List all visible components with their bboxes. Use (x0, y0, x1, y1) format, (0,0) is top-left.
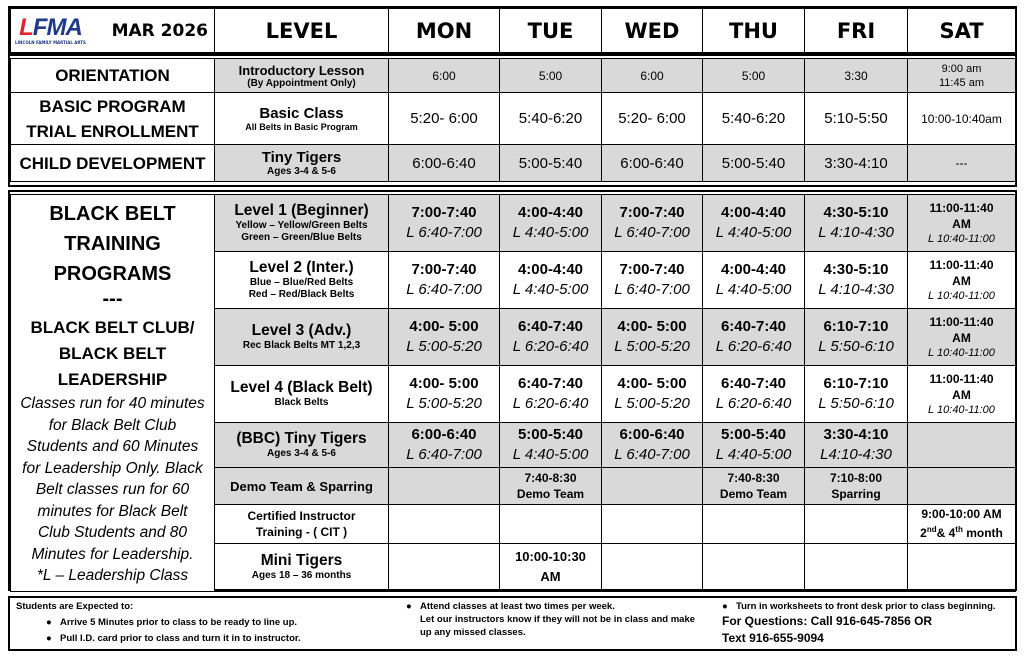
bb-heading-line: TRAINING (64, 233, 161, 255)
bb-description-line: Club Students and 80 (37, 524, 188, 541)
bb-time-cell: 6:40-7:40 L 6:20-6:40 (703, 365, 805, 422)
bb-time-cell: 4:00-4:40 L 4:40-5:00 (703, 251, 805, 308)
logo-mark: LFMA (19, 14, 82, 41)
bbc-tiny-tigers-label: (BBC) Tiny Tigers Ages 3-4 & 5-6 (215, 422, 389, 468)
schedule-month: MAR 2026 (111, 20, 208, 41)
child-development-row (11, 145, 1016, 182)
bb-description-line: Belt classes run for 60 (35, 481, 190, 498)
bb-time-cell: 4:00- 5:00 L 5:00-5:20 (389, 308, 500, 365)
demo-time-cell (602, 468, 703, 505)
day-header-fri: FRI (805, 9, 908, 53)
bb-time-cell: 4:30-5:10 L 4:10-4:30 (805, 251, 908, 308)
bb-time-cell: 4:00-4:40 L 4:40-5:00 (500, 251, 602, 308)
time-cell: 5:40-6:20 (703, 93, 805, 145)
time-cell: 10:00-10:40am (908, 93, 1016, 145)
bb-time-cell-sat: 11:00-11:40 AM L 10:40-11:00 (908, 308, 1016, 365)
bb-heading-line: BLACK BELT (49, 203, 176, 225)
footer-expectations (16, 600, 396, 645)
demo-time-cell: 7:40-8:30 Demo Team (500, 468, 602, 505)
bb-time-cell: 7:00-7:40 L 6:40-7:00 (602, 251, 703, 308)
level-1-row (11, 195, 1016, 252)
cit-cell (703, 505, 805, 544)
footer-item: ● Arrive 5 Minutes prior to class to be ready to line up. (46, 617, 298, 628)
bb-club-line: BLACK BELT CLUB/ (30, 318, 195, 337)
bullet-icon: ● (406, 601, 412, 612)
bb-time-cell: 6:40-7:40 L 6:20-6:40 (500, 365, 602, 422)
header-row (10, 8, 1016, 53)
bb-description-line: Minutes for Leadership. (31, 545, 194, 563)
time-cell: 5:10-5:50 (805, 93, 908, 145)
bb-time-cell: 5:00-5:40 L 4:40-5:00 (500, 422, 602, 468)
time-cell: 5:20- 6:00 (602, 93, 703, 145)
day-header-tue: TUE (500, 9, 602, 53)
demo-time-cell (908, 468, 1016, 505)
footer-line: Let our instructors know if they will not be in class and make (420, 614, 696, 625)
bb-time-cell-sat (908, 422, 1016, 468)
bb-separator: --- (102, 288, 123, 310)
time-cell: 5:00 (500, 59, 602, 93)
demo-time-cell (389, 468, 500, 505)
bb-time-cell-sat: 11:00-11:40 AM L 10:40-11:00 (908, 251, 1016, 308)
level-1-label: Level 1 (Beginner) Yellow – Yellow/Green Belts Green – Green/Blue Belts (215, 195, 389, 252)
bb-time-cell: 4:00-4:40 L 4:40-5:00 (500, 195, 602, 252)
mini-tigers-label: Mini Tigers Ages 18 – 36 months (215, 543, 389, 591)
bb-club-line: LEADERSHIP (57, 370, 168, 389)
time-cell: 6:00 (602, 59, 703, 93)
level-3-label: Level 3 (Adv.) Rec Black Belts MT 1,2,3 (215, 308, 389, 365)
level-header: LEVEL (215, 9, 389, 53)
level-2-label: Level 2 (Inter.) Blue – Blue/Red Belts Red – Red/Black Belts (215, 251, 389, 308)
cit-cell (500, 505, 602, 544)
footer-line: up any missed classes. (420, 627, 526, 638)
bb-time-cell: 7:00-7:40 L 6:40-7:00 (389, 251, 500, 308)
bb-time-cell: 7:00-7:40 L 6:40-7:00 (602, 195, 703, 252)
bb-time-cell: 4:30-5:10 L 4:10-4:30 (805, 195, 908, 252)
bb-time-cell: 6:00-6:40 L 6:40-7:00 (602, 422, 703, 468)
footer-item: ● Attend classes at least two times per week. (406, 601, 615, 612)
mini-cell (602, 543, 703, 591)
basic-programs-table (10, 58, 1016, 182)
demo-time-cell: 7:40-8:30 Demo Team (703, 468, 805, 505)
mini-cell (908, 543, 1016, 591)
contact-phone: For Questions: Call 916-645-7856 OR (722, 614, 933, 628)
program-basic: BASIC PROGRAM TRIAL ENROLLMENT (11, 93, 215, 145)
bb-time-cell: 4:00-4:40 L 4:40-5:00 (703, 195, 805, 252)
bb-time-cell: 4:00- 5:00 L 5:00-5:20 (602, 308, 703, 365)
day-header-thu: THU (703, 9, 805, 53)
footer-heading: Students are Expected to: (16, 601, 134, 612)
footer-item: ● Pull I.D. card prior to class and turn it in to instructor. (46, 633, 301, 644)
footer-contact (722, 600, 1014, 647)
bullet-icon: ● (46, 633, 52, 644)
bb-description-line: minutes for Black Belt (37, 502, 188, 520)
bb-time-cell: 7:00-7:40 L 6:40-7:00 (389, 195, 500, 252)
program-orientation: ORIENTATION (11, 59, 215, 93)
program-child-development: CHILD DEVELOPMENT (11, 145, 215, 182)
basic-program-row (11, 93, 1016, 145)
time-cell: 5:40-6:20 (500, 93, 602, 145)
bb-description-line: Classes run for 40 minutes (20, 395, 205, 412)
time-cell: 5:20- 6:00 (389, 93, 500, 145)
class-tiny-tigers: Tiny Tigers Ages 3-4 & 5-6 (215, 145, 389, 182)
lfma-logo (15, 16, 86, 45)
cit-cell (805, 505, 908, 544)
time-cell: 3:30 (805, 59, 908, 93)
bb-time-cell-sat: 11:00-11:40 AM L 10:40-11:00 (908, 195, 1016, 252)
cit-cell (389, 505, 500, 544)
cit-label: Certified Instructor Training - ( CIT ) (215, 505, 389, 544)
footer-item: ● Turn in worksheets to front desk prior to class beginning. (722, 601, 996, 612)
time-cell: 6:00-6:40 (389, 145, 500, 182)
time-cell: 6:00-6:40 (602, 145, 703, 182)
level-4-label: Level 4 (Black Belt) Black Belts (215, 365, 389, 422)
class-intro-lesson: Introductory Lesson (By Appointment Only) (215, 59, 389, 93)
bb-time-cell: 4:00- 5:00 L 5:00-5:20 (389, 365, 500, 422)
demo-time-cell: 7:10-8:00 Sparring (805, 468, 908, 505)
bb-time-cell: 3:30-4:10 L4:10-4:30 (805, 422, 908, 468)
time-cell: 6:00 (389, 59, 500, 93)
bb-time-cell: 6:00-6:40 L 6:40-7:00 (389, 422, 500, 468)
logo-subtext: LINCOLN FAMILY MARTIAL ARTS (15, 40, 86, 45)
bb-time-cell: 6:40-7:40 L 6:20-6:40 (703, 308, 805, 365)
time-cell: 5:00-5:40 (703, 145, 805, 182)
bb-heading-line: PROGRAMS (53, 263, 172, 285)
bb-description-line: for Black Belt Club (48, 416, 177, 434)
mini-cell (805, 543, 908, 591)
day-header-mon: MON (389, 9, 500, 53)
contact-text: Text 916-655-9094 (722, 631, 824, 645)
black-belt-info-panel (11, 195, 215, 592)
cit-sat-cell: 9:00-10:00 AM 2nd& 4th month (908, 505, 1016, 544)
footer-notes (8, 596, 1017, 651)
time-cell: 5:00 (703, 59, 805, 93)
bb-description-line: *L – Leadership Class (36, 567, 189, 584)
orientation-row (11, 59, 1016, 93)
class-basic: Basic Class All Belts in Basic Program (215, 93, 389, 145)
bb-time-cell: 6:10-7:10 L 5:50-6:10 (805, 365, 908, 422)
time-cell: 3:30-4:10 (805, 145, 908, 182)
time-cell: 5:00-5:40 (500, 145, 602, 182)
bb-description-line: Students and 60 Minutes (26, 438, 199, 455)
logo-month-cell (11, 9, 215, 53)
mini-tue-cell: 10:00-10:30 AM (500, 543, 602, 591)
bullet-icon: ● (722, 601, 728, 612)
demo-team-label: Demo Team & Sparring (215, 468, 389, 505)
mini-cell (703, 543, 805, 591)
bullet-icon: ● (46, 617, 52, 628)
day-header-wed: WED (602, 9, 703, 53)
cit-cell (602, 505, 703, 544)
bb-club-line: BLACK BELT (58, 344, 167, 363)
day-header-sat: SAT (908, 9, 1016, 53)
bb-time-cell: 6:40-7:40 L 6:20-6:40 (500, 308, 602, 365)
black-belt-table (10, 194, 1016, 592)
footer-attendance (406, 600, 706, 639)
time-cell: --- (908, 145, 1016, 182)
bb-time-cell: 6:10-7:10 L 5:50-6:10 (805, 308, 908, 365)
time-cell: 9:00 am 11:45 am (908, 59, 1016, 93)
bb-time-cell: 5:00-5:40 L 4:40-5:00 (703, 422, 805, 468)
bb-time-cell: 4:00- 5:00 L 5:00-5:20 (602, 365, 703, 422)
bb-time-cell-sat: 11:00-11:40 AM L 10:40-11:00 (908, 365, 1016, 422)
mini-cell (389, 543, 500, 591)
bb-description-line: for Leadership Only. Black (22, 459, 203, 477)
